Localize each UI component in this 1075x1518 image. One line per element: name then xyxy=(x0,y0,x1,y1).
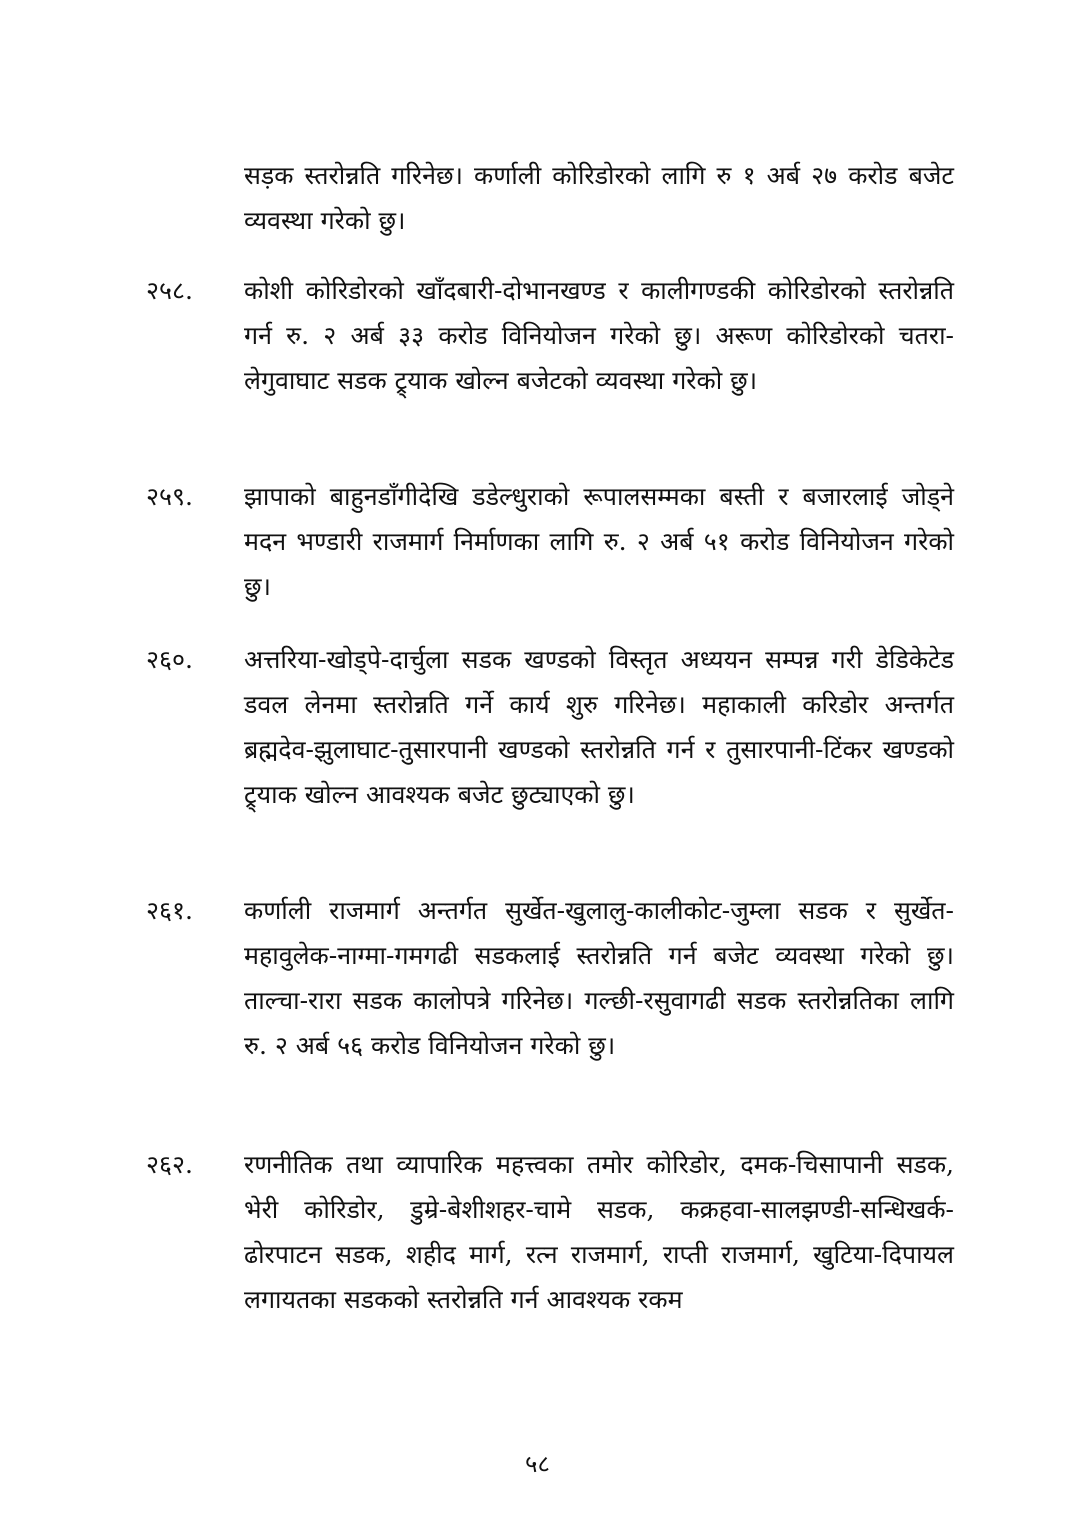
paragraph-number: २५८. xyxy=(146,276,193,305)
paragraph-number: २५९. xyxy=(146,482,193,511)
paragraph-number: २६२. xyxy=(146,1150,193,1179)
paragraph-number: २६१. xyxy=(146,896,193,925)
paragraph-text: कर्णाली राजमार्ग अन्तर्गत सुर्खेत-खुलालु-कालीकोट-जुम्ला सडक र सुर्खेत-महावुलेक-नाग्मा-गमगढी सडकलाई स्तरोन्नति गर्न बजेट व्यवस्था गरेको छु। ताल्चा-रारा सडक कालोपत्रे गरिनेछ। गल्छी-रसुवागढी सडक स्तरोन्नतिका लागि रु. २ अर्ब ५६ करोड विनियोजन गरेको छु। xyxy=(244,896,954,1060)
paragraph-text: कोशी कोरिडोरको खाँदबारी-दोभानखण्ड र कालीगण्डकी कोरिडोरको स्तरोन्नति गर्न रु. २ अर्ब ३३ करोड विनियोजन गरेको छु। अरूण कोरिडोरको चतरा-लेगुवाघाट सडक ट्र्याक खोल्न बजेटको व्यवस्था गरेको छु। xyxy=(244,276,954,395)
paragraph-text: झापाको बाहुनडाँगीदेखि डडेल्धुराको रूपालसम्मका बस्ती र बजारलाई जोड्ने मदन भण्डारी राजमार्ग निर्माणका लागि रु. २ अर्ब ५१ करोड विनियोजन गरेको छु। xyxy=(244,482,954,601)
paragraph-text: अत्तरिया-खोड्पे-दार्चुला सडक खण्डको विस्तृत अध्ययन सम्पन्न गरी डेडिकेटेड डवल लेनमा स्तरोन्नति गर्ने कार्य शुरु गरिनेछ। महाकाली करिडोर अन्तर्गत ब्रह्मदेव-झुलाघाट-तुसारपानी खण्डको स्तरोन्नति गर्न र तुसारपानी-टिंकर खण्डको ट्र्याक खोल्न आवश्यक बजेट छुट्याएको छु। xyxy=(244,645,954,809)
paragraph-text: रणनीतिक तथा व्यापारिक महत्त्वका तमोर कोरिडोर, दमक-चिसापानी सडक, भेरी कोरिडोर, डुम्रे-बेशीशहर-चामे सडक, कक्रहवा-सालझण्डी-सन्धिखर्क-ढोरपाटन सडक, शहीद मार्ग, रत्न राजमार्ग, राप्ती राजमार्ग, खुटिया-दिपायल लगायतका सडकको स्तरोन्नति गर्न आवश्यक रकम xyxy=(244,1150,954,1314)
page-number: ५८ xyxy=(525,1450,550,1478)
paragraph-number: २६०. xyxy=(146,645,193,674)
paragraph-text: सड़क स्तरोन्नति गरिनेछ। कर्णाली कोरिडोरको लागि रु १ अर्ब २७ करोड बजेट व्यवस्था गरेको छु। xyxy=(244,161,954,235)
